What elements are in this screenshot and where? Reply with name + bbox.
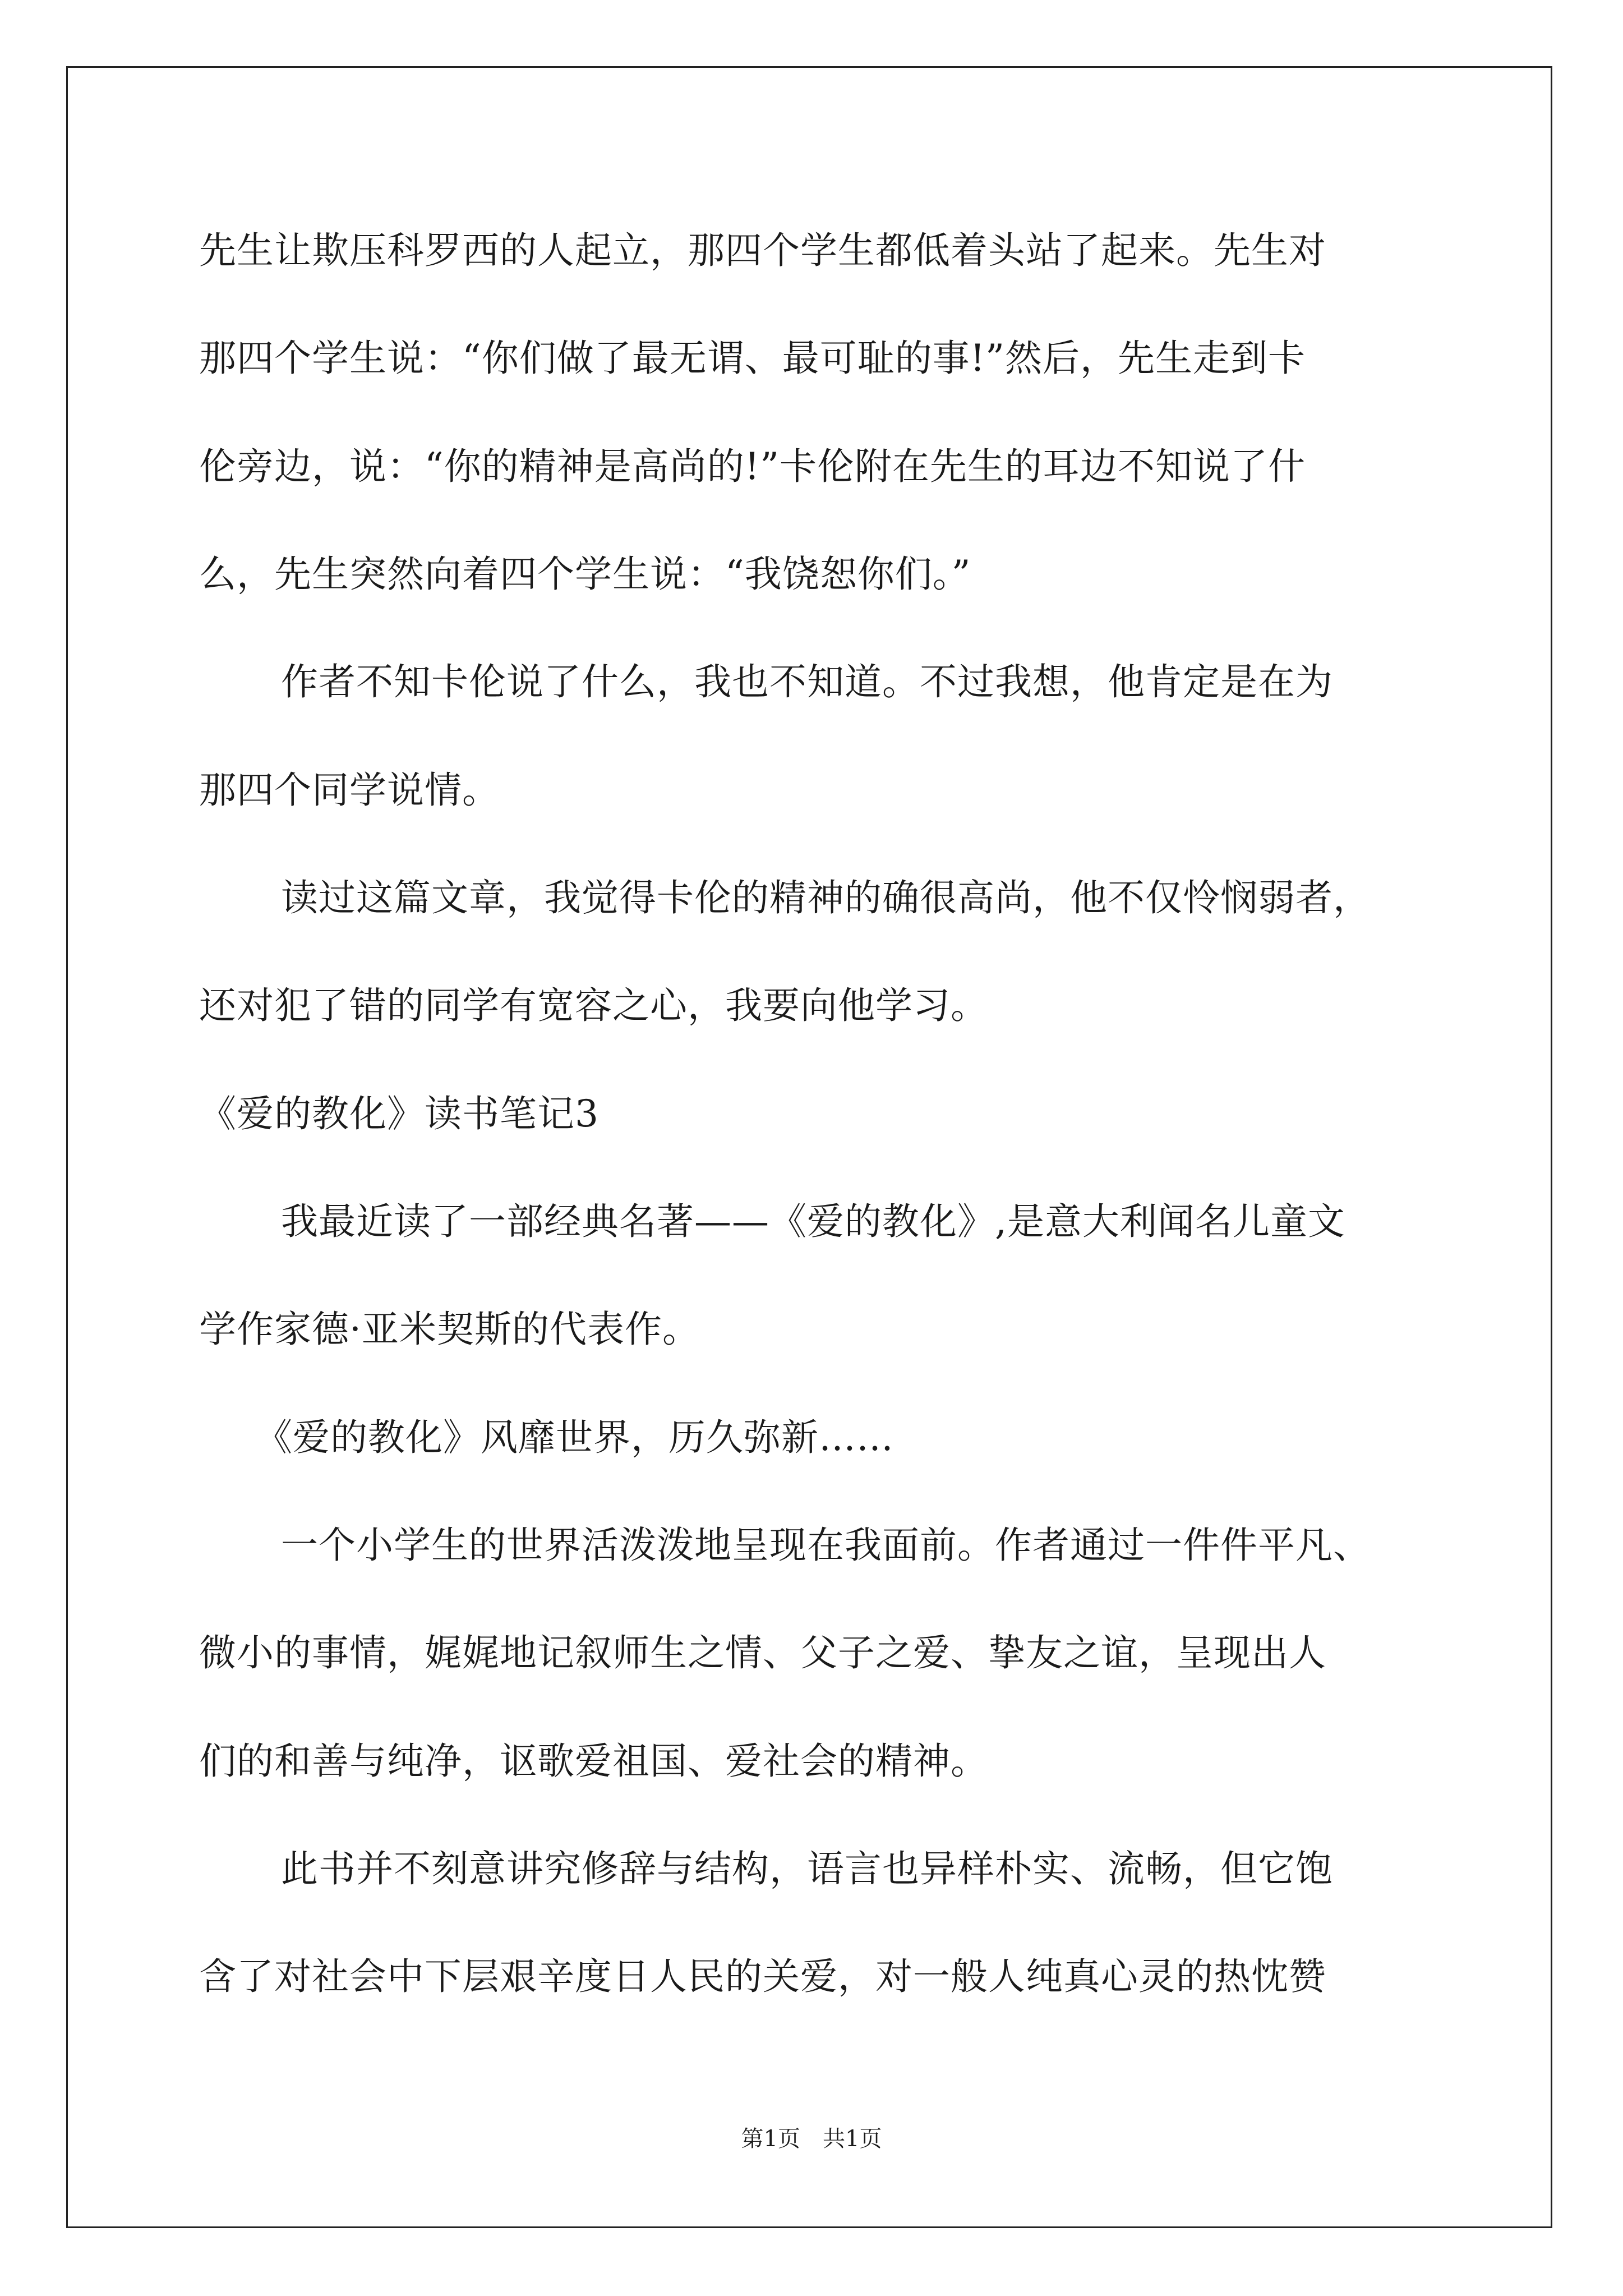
text-line: 微小的事情，娓娓地记叙师生之情、父子之爱、挚友之谊，呈现出人 xyxy=(199,1631,1326,1674)
section-heading: 《爱的教化》读书笔记3 xyxy=(199,1092,599,1135)
page-number-total: 共1页 xyxy=(823,2126,882,2152)
page-footer xyxy=(0,2125,1623,2153)
paragraph-first-line: 此书并不刻意讲究修辞与结构，语言也异样朴实、流畅，但它饱 xyxy=(281,1847,1333,1890)
text-line: 含了对社会中下层艰辛度日人民的关爱，对一般人纯真心灵的热忱赞 xyxy=(199,1955,1326,1998)
text-line: 伦旁边，说：“你的精神是高尚的!”卡伦附在先生的耳边不知说了什 xyxy=(199,445,1306,488)
paragraph-first-line: 我最近读了一部经典名著——《爱的教化》,是意大利闻名儿童文 xyxy=(281,1200,1345,1243)
paragraph-first-line: 作者不知卡伦说了什么，我也不知道。不过我想，他肯定是在为 xyxy=(281,660,1333,703)
text-line: 那四个同学说情。 xyxy=(199,769,500,812)
paragraph-first-line: 读过这篇文章，我觉得卡伦的精神的确很高尚，他不仅怜悯弱者， xyxy=(281,876,1371,919)
page-border xyxy=(66,66,1552,2228)
page-number-current: 第1页 xyxy=(741,2126,800,2152)
text-line: 那四个学生说：“你们做了最无谓、最可耻的事!”然后，先生走到卡 xyxy=(199,337,1306,380)
text-line: 们的和善与纯净，讴歌爱祖国、爱社会的精神。 xyxy=(199,1740,988,1783)
paragraph-first-line: 一个小学生的世界活泼泼地呈现在我面前。作者通过一件件平凡、 xyxy=(281,1524,1371,1567)
text-line: 学作家德·亚米契斯的代表作。 xyxy=(199,1308,700,1351)
text-line: 么，先生突然向着四个学生说：“我饶恕你们。” xyxy=(199,553,971,596)
paragraph-first-line: 《爱的教化》风靡世界，历久弥新…… xyxy=(255,1416,894,1459)
text-line: 先生让欺压科罗西的人起立，那四个学生都低着头站了起来。先生对 xyxy=(199,229,1326,272)
text-line: 还对犯了错的同学有宽容之心，我要向他学习。 xyxy=(199,984,988,1027)
